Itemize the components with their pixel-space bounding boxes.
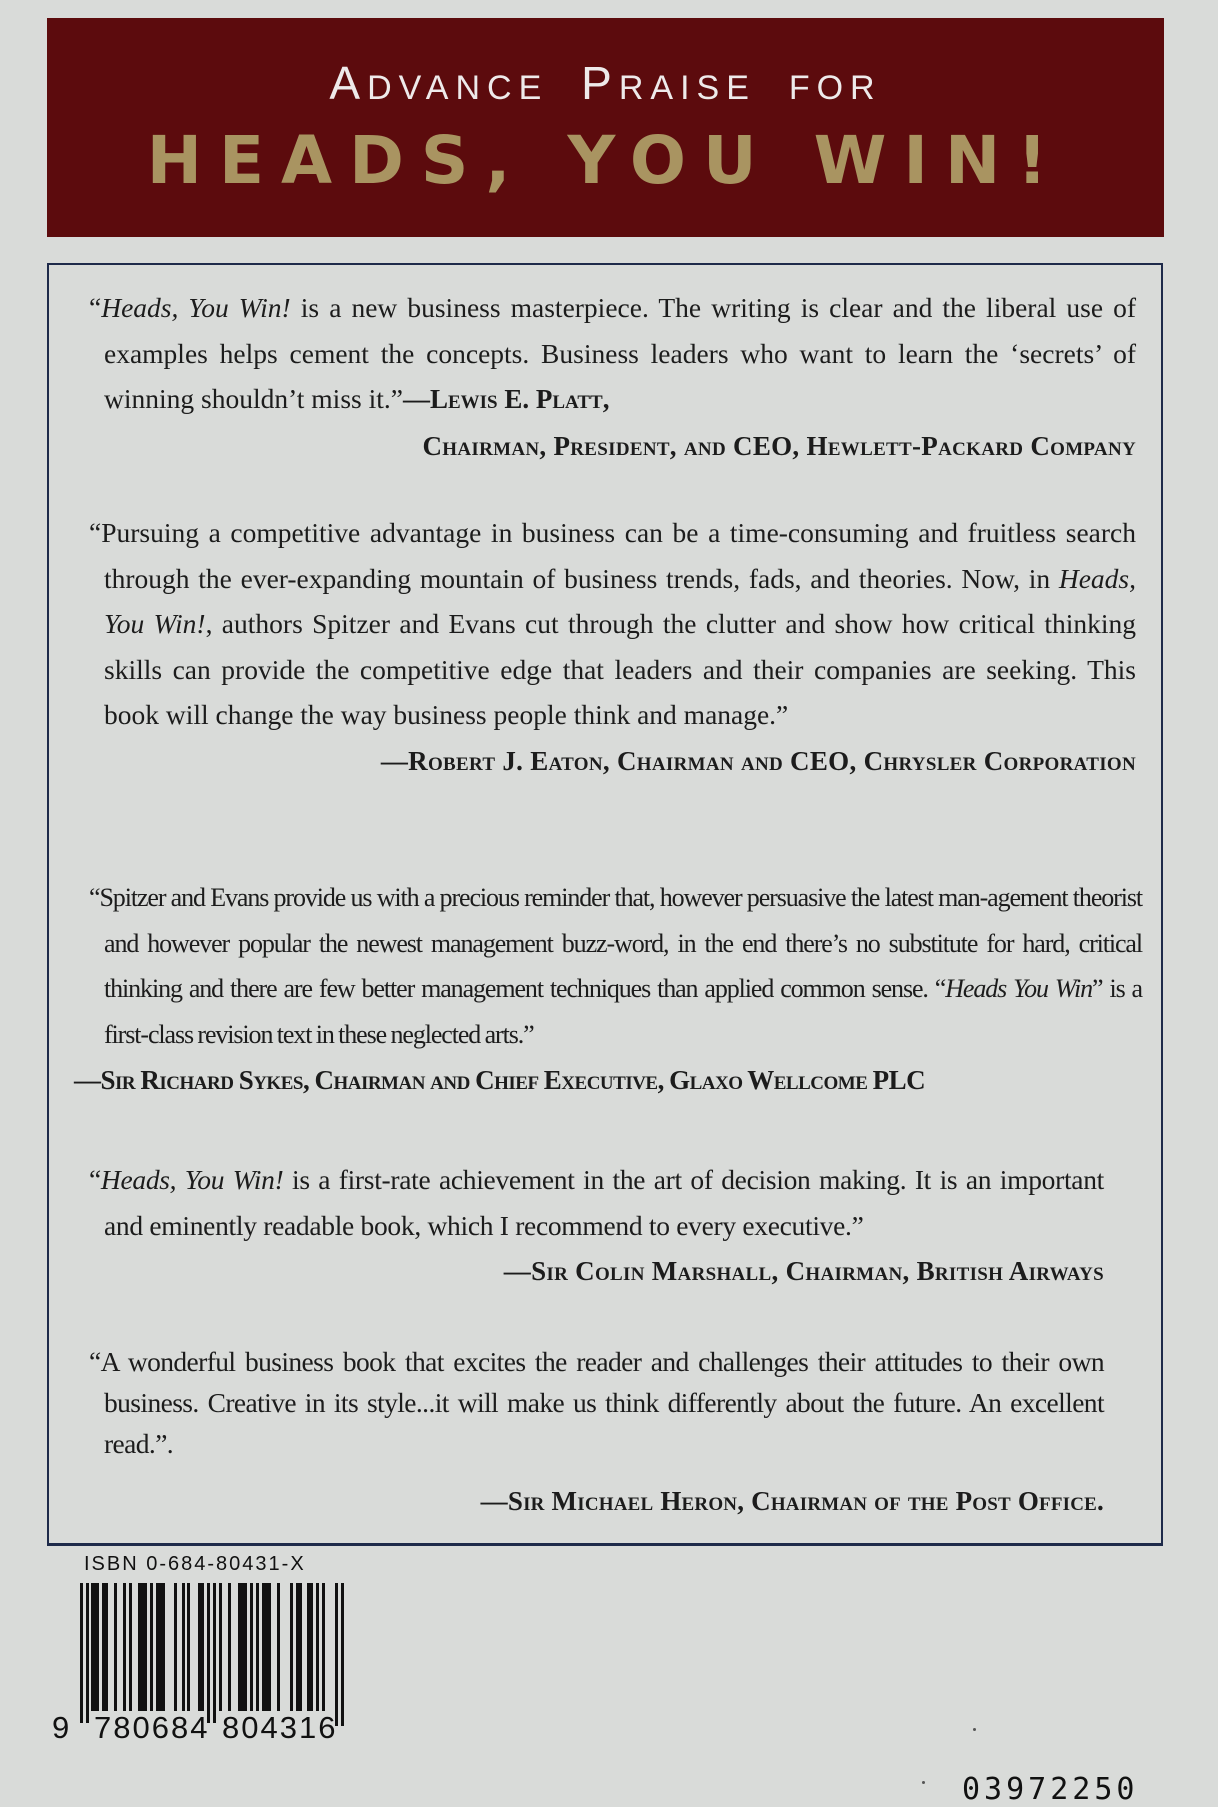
open-quote: “ [89,1164,101,1195]
quote-body: “Spitzer and Evans provide us with a precious reminder that, however persuasive the latest man-agement theorist and however popular the newest management buzz-word, in the end there’s no substitute for hard, critical thinking and there are few better management techniques than applied common sense. “ [89,883,1142,1003]
quote-body: is a new business masterpiece. The writing is clear and the liberal use of examples helps cement the concepts. Business leaders who want to learn the ‘secrets’ of winning shouldn’t miss it.” [104,292,1137,414]
book-title: HEADS, YOU WIN! [146,122,1065,199]
attribution: —Robert J. Eaton, Chairman and CEO, Chrysler Corporation [380,745,1136,776]
print-speck [973,1728,976,1731]
open-quote: “ [89,292,102,323]
quote-marshall [89,1157,1104,1294]
quote-text: “A wonderful business book that excites the reader and challenges their attitudes to their own business. Creative in its style...it will make us think differently about the future. An excellent read.”. [89,1346,1104,1459]
quote-body-end: ” is a first-class revision text in these neglected arts.” [104,974,1143,1049]
attribution-name: —Lewis E. Platt, [402,384,610,414]
barcode-digit-first: 9 [52,1710,72,1745]
heading-word-for: FOR [788,69,882,107]
title-banner [47,18,1164,237]
isbn-label: ISBN 0-684-80431-X [84,1553,306,1575]
barcode-digits-group2: 804316 [222,1710,338,1745]
attribution: —Sir Michael Heron, Chairman of the Post Office. [480,1486,1104,1516]
attribution: —Sir Colin Marshall, Chairman, British Airways [503,1256,1104,1286]
stock-number: 03972250 [962,1772,1139,1807]
quote-body-end: , authors Spitzer and Evans cut through the clutter and show how critical thinking skills can provide the competitive edge that leaders and their companies are seeking. This book will change the way business people think and manage.” [104,608,1136,730]
quote-eaton [89,510,1136,784]
quote-text [89,292,1136,414]
print-speck [922,1781,925,1784]
heading-word-advance: DVANCE [367,69,549,107]
book-title-italic: Heads You Win [945,974,1093,1003]
quote-sykes [74,875,1143,1103]
quote-platt [89,285,1136,469]
advance-praise-heading [47,56,1164,110]
praise-box [47,263,1163,1546]
quote-text [89,517,1136,730]
heading-word-praise: RAISE [618,69,756,107]
quote-body: is a first-rate achievement in the art of decision making. It is an important and eminently readable book, which I recommend to every executive.” [104,1164,1104,1241]
quote-text [89,883,1142,1049]
quote-text [89,1164,1104,1241]
barcode-digits-group1: 780684 [94,1710,210,1745]
heading-initial-p: P [581,57,619,109]
book-title-italic: Heads, You Win! [101,292,291,323]
heading-initial-a: A [329,57,368,109]
quote-body: “Pursuing a competitive advantage in business can be a time-consuming and fruitless search through the ever-expanding mountain of business trends, fads, and theories. Now, in [89,517,1136,594]
quote-heron [89,1341,1104,1524]
book-title-italic: Heads, You Win! [104,562,1136,639]
book-title-italic: Heads, You Win! [100,1164,284,1195]
attribution: —Sir Richard Sykes, Chairman and Chief Executive, Glaxo Wellcome PLC [74,1065,926,1095]
attribution: Chairman, President, and CEO, Hewlett-Packard Company [422,430,1136,461]
